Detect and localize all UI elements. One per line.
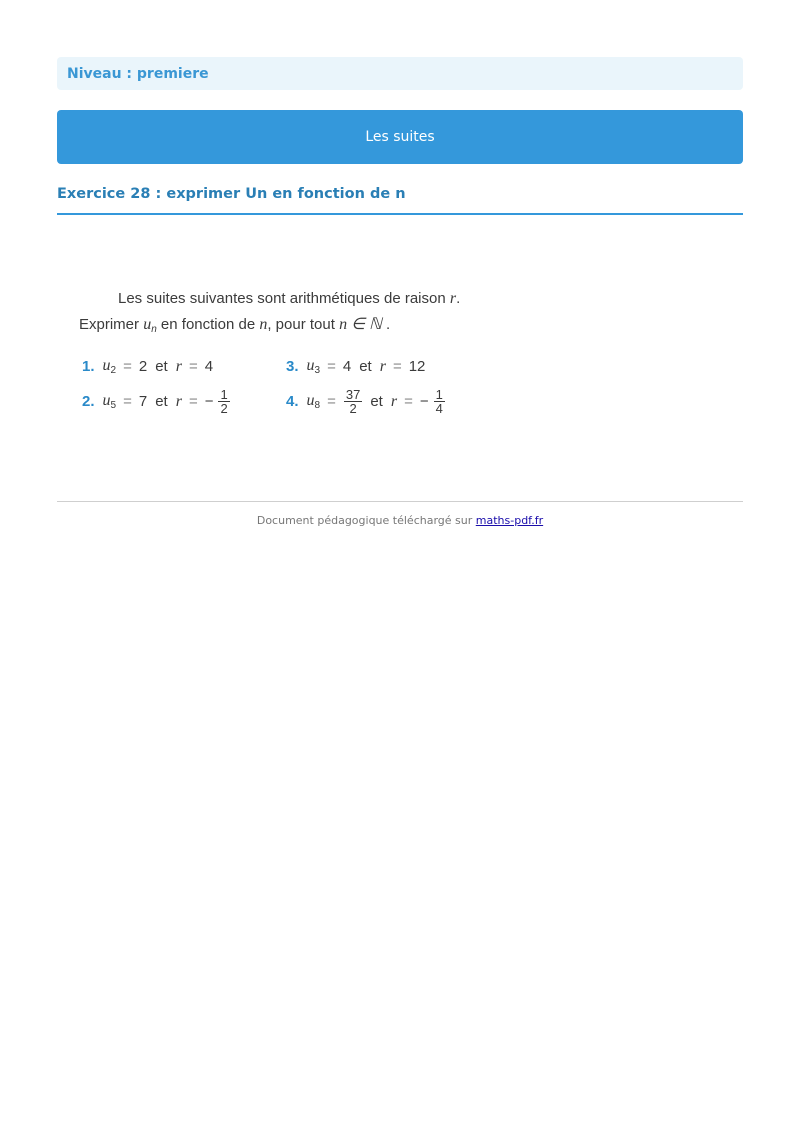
var-n: n [259,316,268,333]
footer-link[interactable]: maths-pdf.fr [475,514,544,527]
equals-sign: = [188,393,198,410]
statement-line-2 [79,314,390,335]
footer [57,514,743,527]
term-value: 2 [138,358,148,375]
term: $u_5$ [102,392,117,411]
chapter-title: Les suites [365,129,435,145]
equals-sign: = [327,358,336,375]
term-fraction: $\frac{37}{2}$ [345,387,361,416]
equals-sign: = [123,393,132,410]
exercise-statement [78,285,558,425]
statement-text: , pour tout [267,316,335,333]
ratio-value: 12 [408,358,426,375]
term: $u_3$ [306,357,321,376]
term-value: 4 [342,358,352,375]
footer-divider [57,501,743,502]
set-n-in-naturals: n ∈ ℕ [339,316,382,333]
statement-line-1 [118,290,460,308]
minus-sign: − [419,393,429,410]
item-number: 1. [82,358,95,375]
equals-sign: = [404,393,413,410]
item-number: 4. [286,393,299,410]
conjunction: et [155,393,168,410]
var-r: r [175,392,182,410]
conjunction: et [359,358,372,375]
term: $u_8$ [306,392,321,411]
ratio-value: 4 [204,358,214,375]
equals-sign: = [123,358,132,375]
ratio-fraction: $\frac{1}{2}$ [220,387,228,416]
list-item [286,388,445,415]
minus-sign: − [204,393,214,410]
statement-text: Les suites suivantes sont arithmétiques de raison [118,290,446,307]
exercise-heading [57,185,743,215]
equals-sign: = [392,358,402,375]
chapter-banner [57,110,743,164]
list-item [82,388,230,415]
footer-text: Document pédagogique téléchargé sur [256,514,473,527]
level-label: Niveau : premiere [67,65,209,82]
term: $u_2$ [102,357,117,376]
var-r: r [175,357,182,375]
ratio-fraction: $\frac{1}{4}$ [435,387,443,416]
var-r: r [379,357,386,375]
conjunction: et [370,393,383,410]
statement-text: Exprimer [79,316,140,333]
item-number: 3. [286,358,299,375]
period: . [385,316,391,333]
statement-text: en fonction de [160,316,256,333]
list-item [286,357,425,376]
period: . [456,290,461,307]
equals-sign: = [188,358,198,375]
list-item [82,357,213,376]
term-value: 7 [138,393,148,410]
var-r: r [390,392,398,410]
equals-sign: = [327,393,336,410]
var-r: r [449,290,457,307]
item-number: 2. [82,393,95,410]
var-un: $u_n$ [143,316,157,335]
conjunction: et [155,358,168,375]
level-box [57,57,743,90]
exercise-title: Exercice 28 : exprimer Un en fonction de n [57,186,406,202]
